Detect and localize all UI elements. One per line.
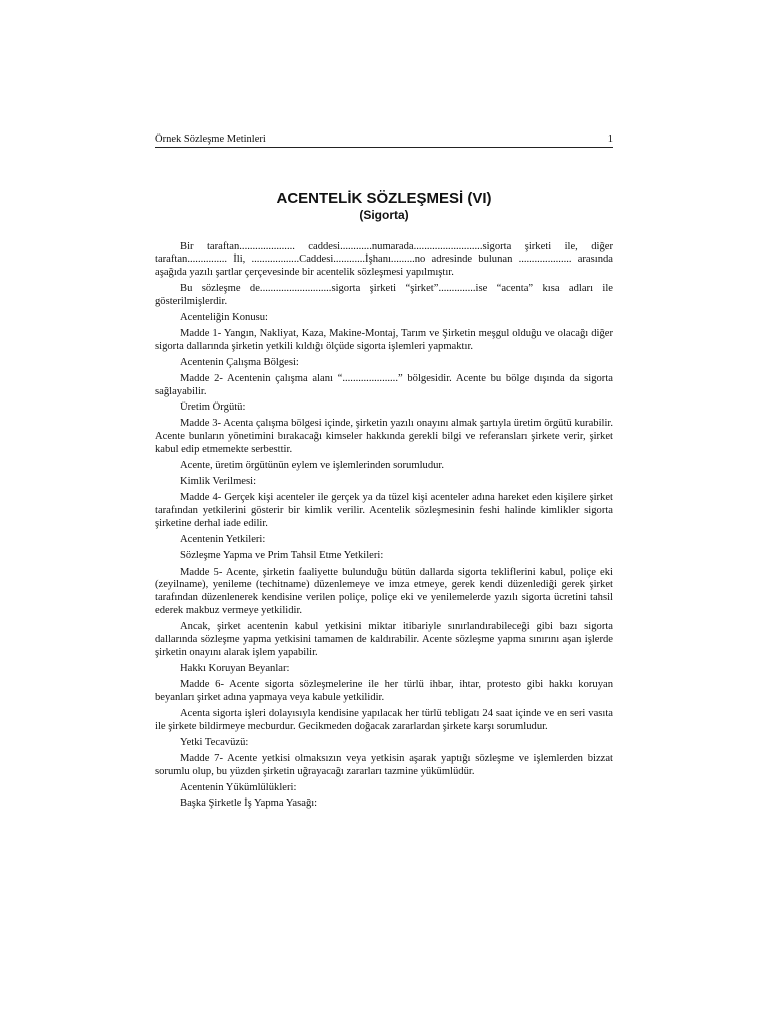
header-title: Örnek Sözleşme Metinleri bbox=[155, 134, 266, 145]
paragraph: Bir taraftan..................... caddesi............numarada..........................sigorta şirketi ile, diğer taraftan............... İli, ..................Caddesi............İşhanı.........no adresinde bulunan .................... arasında aşağıda yazılı şartlar çerçevesinde bir acentelik sözleşmesi yapılmıştır. bbox=[155, 241, 613, 278]
section-heading: Acentenin Yükümlülükleri: bbox=[180, 782, 297, 794]
paragraph: Madde 1- Yangın, Nakliyat, Kaza, Makine-Montaj, Tarım ve Şirketin meşgul olduğu ve olacağı diğer sigorta dallarında şirketin yetkili kıldığı ölçüde sigorta işlemleri yapmaktır. bbox=[155, 327, 613, 352]
section-heading: Yetki Tecavüzü: bbox=[180, 737, 249, 749]
section-heading: Başka Şirketle İş Yapma Yasağı: bbox=[180, 798, 318, 810]
paragraph: Madde 6- Acente sigorta sözleşmelerine ile her türlü ihbar, ihtar, protesto gibi hakkı koruyan beyanları şirket adına yapmaya veya kabule yetkilidir. bbox=[155, 679, 613, 703]
paragraph: Madde 5- Acente, şirketin faaliyette bulunduğu bütün dallarda sigorta tekliflerini kabul, poliçe eki (zeyilname), yenileme (techitname) düzenlemeye ve imza etmeye, gerek kendi düzenlediği gerek şirket tarafından düzenlenerek kendisine verilen poliçe, poliçe eki ve yenilemelerde yazılı sigorta ücretini tahsil ederek makbuz vermeye yetkilidir. bbox=[155, 566, 613, 616]
paragraph: Acente, üretim örgütünün eylem ve işlemlerinden sorumludur. bbox=[180, 460, 445, 472]
section-heading: Sözleşme Yapma ve Prim Tahsil Etme Yetkileri: bbox=[180, 550, 384, 562]
section-heading: Kimlik Verilmesi: bbox=[180, 476, 257, 488]
document-subtitle: (Sigorta) bbox=[359, 208, 409, 222]
paragraph: Madde 7- Acente yetkisi olmaksızın veya yetkisin aşarak yaptığı sözleşme ve işlemlerden bizzat sorumlu olup, bu yüzden şirketin uğrayacağı zararları tazmine yükümlüdür. bbox=[155, 753, 613, 778]
paragraph: Madde 3- Acenta çalışma bölgesi içinde, şirketin yazılı onayını almak şartıyla üretim örgütü kurabilir. Acente bunların yönetimini bırakacağı kimseler hakkında gerekli bilgi ve referansları şirkete verir, şirket kabul edip etmemekte serbesttir. bbox=[155, 418, 613, 455]
section-heading: Hakkı Koruyan Beyanlar: bbox=[180, 662, 290, 674]
document-body bbox=[155, 241, 613, 815]
section-heading: Acentenin Çalışma Bölgesi: bbox=[180, 356, 299, 368]
section-heading: Acentenin Yetkileri: bbox=[180, 534, 266, 546]
page-number: 1 bbox=[607, 134, 613, 145]
section-heading: Acenteliğin Konusu: bbox=[180, 311, 268, 323]
document-title: ACENTELİK SÖZLEŞMESİ (VI) bbox=[276, 190, 492, 207]
running-header bbox=[155, 133, 613, 148]
paragraph: Ancak, şirket acentenin kabul yetkisini miktar itibariyle sınırlandırabileceği gibi bazı sigorta dallarında sözleşme yapma yetkisini tamamen de kaldırabilir. Acente sözleşme yapma sınırını aşan işlerde şirketin onayını alarak işlem yapabilir. bbox=[155, 621, 613, 658]
paragraph: Madde 2- Acentenin çalışma alanı “.....................” bölgesidir. Acente bu bölge dışında da sigorta sağlayabilir. bbox=[155, 373, 613, 397]
paragraph: Acenta sigorta işleri dolayısıyla kendisine yapılacak her türlü tebligatı 24 saat içinde ve en seri vasıta ile şirkete bildirmeye mecburdur. Gecikmeden doğacak zararlardan şirkete karşı sorumludur. bbox=[155, 708, 613, 732]
paragraph: Madde 4- Gerçek kişi acenteler ile gerçek ya da tüzel kişi acenteler adına hareket eden kişilere şirket tarafından yetkilerini gösterir bir kimlik verilir. Acentelik sözleşmesinin feshi halinde kimlikler sigorta şirketine derhal iade edilir. bbox=[155, 492, 613, 530]
section-heading: Üretim Örgütü: bbox=[180, 402, 246, 414]
paragraph: Bu sözleşme de...........................sigorta şirketi “şirket”..............ise “acenta” kısa adları ile gösterilmişlerdir. bbox=[155, 282, 613, 307]
